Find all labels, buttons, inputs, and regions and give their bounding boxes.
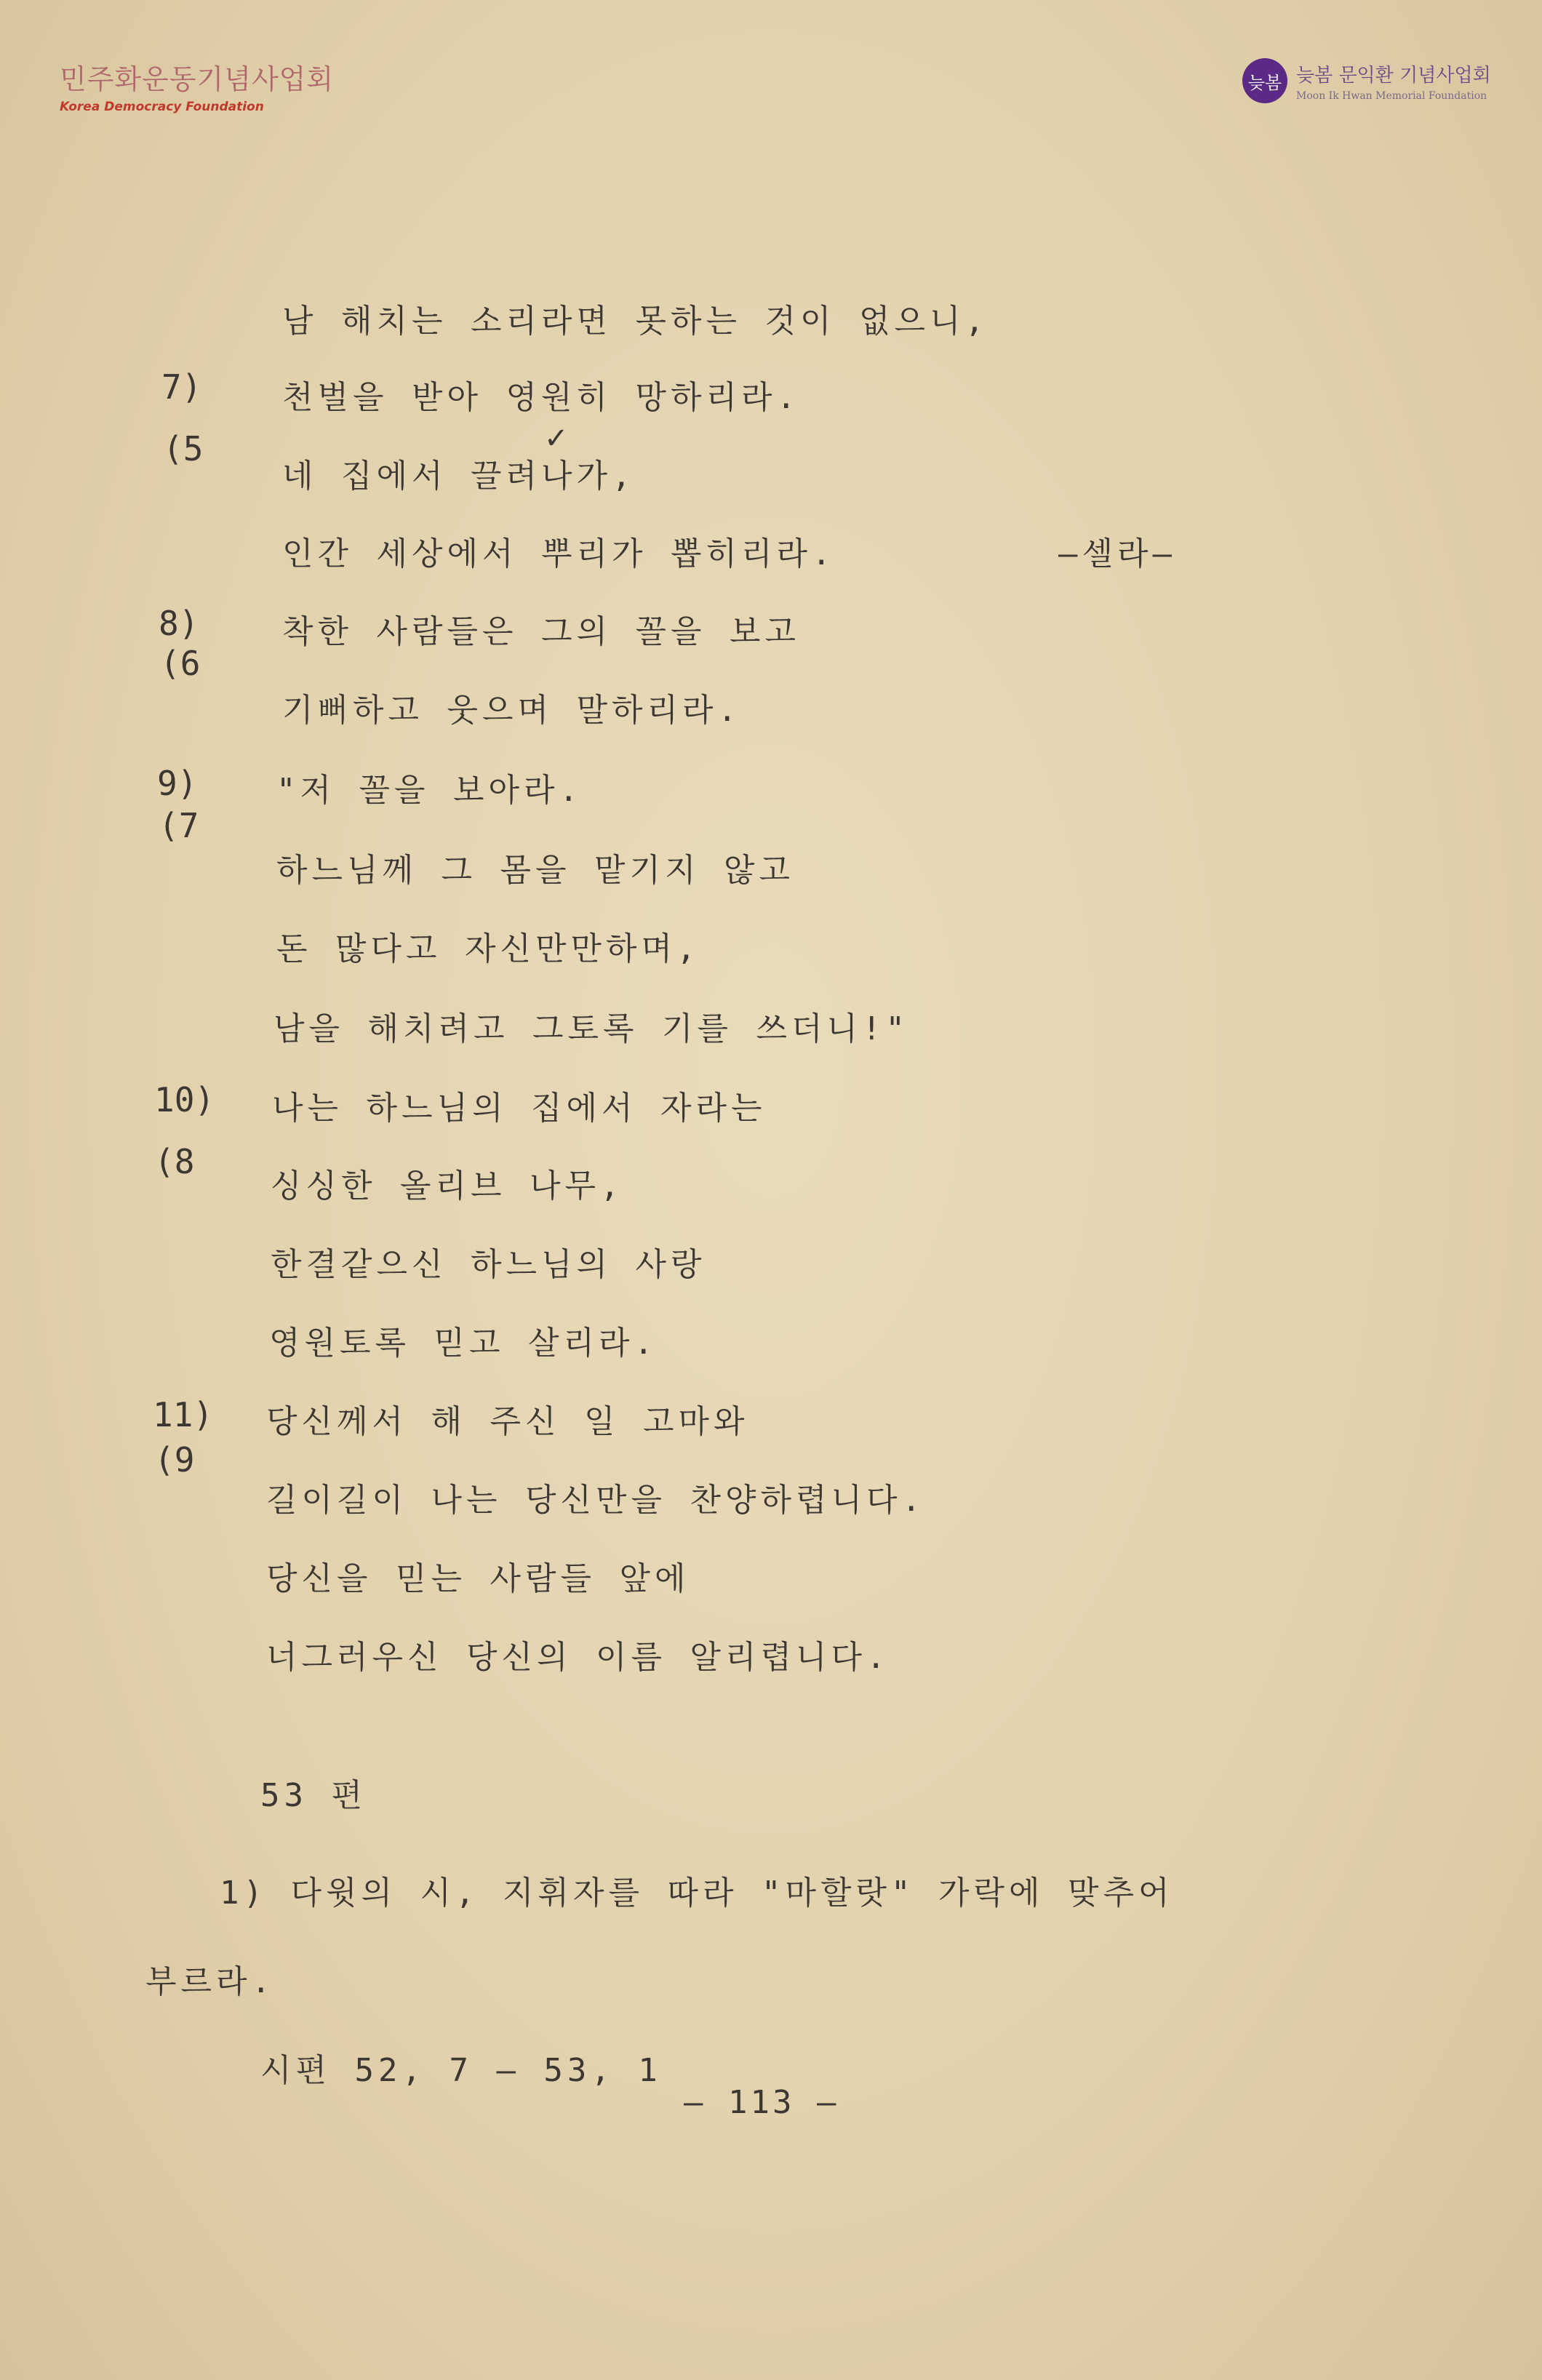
text-line: "저 꼴을 보아라. <box>276 772 583 809</box>
verse-number-6-alt: (6 <box>160 644 201 683</box>
text-line: 한결같으신 하느님의 사랑 <box>271 1246 706 1283</box>
text-line: 기뻐하고 웃으며 말하리라. <box>282 692 742 729</box>
verse-number-9: 9) <box>157 764 198 803</box>
text-line: 하느님께 그 몸을 맡기지 않고 <box>276 852 795 889</box>
text-line: 너그러우신 당신의 이름 알리렵니다. <box>266 1639 890 1676</box>
text-line: 착한 사람들은 그의 꼴을 보고 <box>282 613 801 650</box>
verse-number-9-alt: (9 <box>154 1440 195 1479</box>
text-line: 돈 많다고 자신만만하며, <box>276 930 700 967</box>
scripture-reference: 시편 52, 7 — 53, 1 <box>260 2052 662 2089</box>
text-line: 나는 하느님의 집에서 자라는 <box>272 1090 767 1127</box>
text-line: 싱싱한 올리브 나무, <box>271 1167 624 1205</box>
verse-number-5-alt: (5 <box>163 429 204 468</box>
verse-number-11: 11) <box>153 1395 214 1434</box>
text-line: 네 집에서 끌려나가, <box>282 458 636 495</box>
right-logo-english: Moon Ik Hwan Memorial Foundation <box>1296 89 1487 102</box>
left-logo-english: Korea Democracy Foundation <box>60 100 264 114</box>
verse-number-8-alt: (8 <box>154 1142 195 1181</box>
text-line: 남 해치는 소리라면 못하는 것이 없으니, <box>282 303 989 340</box>
verse-number-7-alt: (7 <box>159 806 199 845</box>
text-line: 영원토록 믿고 살리라. <box>269 1325 658 1362</box>
foundation-seal-icon: 늦봄 <box>1242 58 1287 103</box>
verse-number-8: 8) <box>159 604 199 643</box>
verse-number-7: 7) <box>161 367 202 407</box>
text-line: 천벌을 받아 영원히 망하리라. <box>282 379 801 416</box>
right-logo-korean: 늦봄 문익환 기념사업회 <box>1296 64 1491 87</box>
text-line: 당신께서 해 주신 일 고마와 <box>266 1403 749 1440</box>
text-line: 남을 해치려고 그토록 기를 쓰더니!" <box>273 1010 909 1047</box>
selah-marker: —셀라— <box>1058 535 1176 572</box>
page-number: — 113 — <box>684 2084 839 2121</box>
intro-line: 1) 다윗의 시, 지휘자를 따라 "마할랏" 가락에 맞추어 <box>220 1874 1174 1912</box>
moon-ik-hwan-foundation-logo <box>1242 58 1491 103</box>
left-logo-korean: 민주화운동기념사업회 <box>60 63 335 95</box>
korea-democracy-foundation-logo <box>60 57 334 114</box>
text-line: 길이길이 나는 당신만을 찬양하렵니다. <box>266 1482 926 1519</box>
chapter-heading: 53 편 <box>260 1777 367 1814</box>
intro-line: 부르라. <box>145 1963 276 2000</box>
verse-number-10: 10) <box>154 1080 215 1119</box>
text-line: 인간 세상에서 뿌리가 뽑히리라. <box>282 535 836 572</box>
text-line: 당신을 믿는 사람들 앞에 <box>266 1560 690 1597</box>
check-mark: ✓ <box>544 422 569 455</box>
